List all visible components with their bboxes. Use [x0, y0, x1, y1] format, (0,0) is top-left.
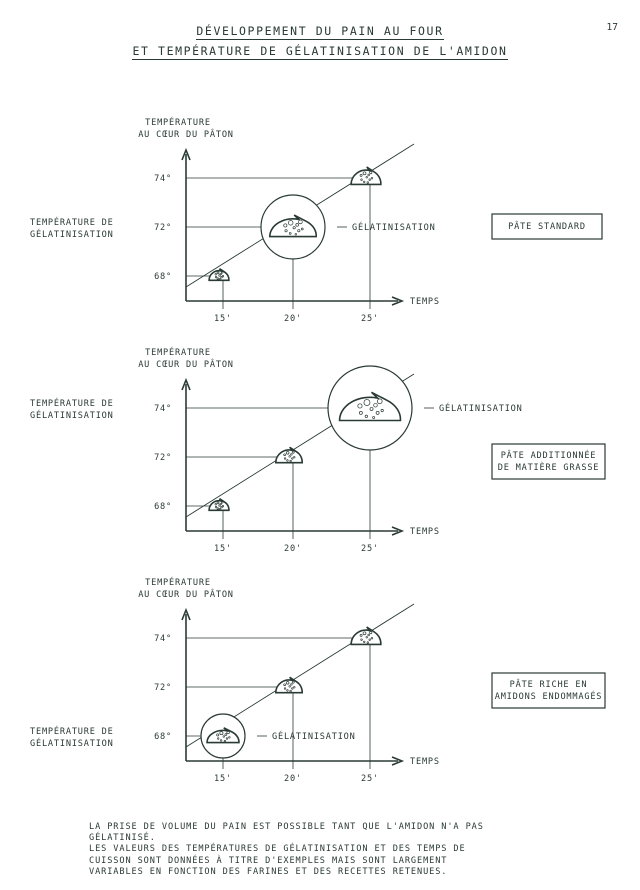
y-tick-label: 72° — [154, 453, 172, 463]
y-axis-label: TEMPÉRATURE — [145, 118, 211, 128]
y-axis-label: AU CŒUR DU PÂTON — [138, 130, 234, 140]
footer-line: GÉLATINISÉ. — [89, 833, 156, 844]
air-bubble — [363, 172, 366, 175]
air-bubble — [301, 228, 303, 230]
air-bubble — [217, 278, 219, 280]
air-bubble — [292, 681, 294, 683]
dough-type-label: PÂTE RICHE EN — [509, 680, 588, 690]
y-tick-label: 68° — [154, 732, 172, 742]
air-bubble — [292, 458, 294, 460]
air-bubble — [223, 736, 225, 738]
air-bubble — [293, 686, 295, 688]
air-bubble — [220, 732, 223, 735]
footer-line: VARIABLES EN FONCTION DES FARINES ET DES RECETTES RETENUES. — [89, 866, 448, 877]
air-bubble — [217, 502, 219, 504]
x-tick-label: 15' — [214, 774, 232, 784]
air-bubble — [222, 275, 224, 277]
air-bubble — [221, 502, 223, 504]
air-bubble — [288, 220, 293, 225]
dough-type-box — [492, 673, 605, 708]
air-bubble — [292, 688, 294, 690]
air-bubble — [219, 278, 221, 280]
dough-type-box — [492, 444, 605, 479]
air-bubble — [217, 734, 219, 736]
air-bubble — [370, 631, 372, 633]
dough-type-label: DE MATIÈRE GRASSE — [497, 463, 600, 473]
air-bubble — [287, 690, 289, 692]
bread-loaf — [276, 677, 302, 692]
x-tick-label: 15' — [214, 314, 232, 324]
air-bubble — [215, 276, 217, 278]
air-bubble — [290, 690, 292, 692]
air-bubble — [292, 451, 294, 453]
air-bubble — [377, 399, 382, 404]
diagram-fat-enriched-dough — [0, 340, 640, 570]
air-bubble — [366, 636, 368, 638]
air-bubble — [358, 404, 362, 408]
air-bubble — [225, 734, 227, 736]
air-bubble — [289, 686, 291, 688]
air-bubble — [220, 273, 222, 275]
air-bubble — [289, 232, 291, 234]
gelatinisation-temperature-label: GÉLATINISATION — [30, 230, 114, 240]
air-bubble — [226, 738, 228, 740]
air-bubble — [366, 176, 368, 178]
air-bubble — [299, 220, 303, 224]
x-tick-label: 25' — [361, 314, 379, 324]
air-bubble — [291, 454, 293, 456]
x-axis-label: TEMPS — [410, 527, 440, 537]
air-bubble — [363, 181, 365, 183]
air-bubble — [286, 681, 289, 684]
footer-line: LES VALEURS DES TEMPÉRATURES DE GÉLATINISATION ET DES TEMPS DE — [89, 844, 466, 855]
air-bubble — [287, 460, 289, 462]
air-bubble — [369, 639, 371, 641]
x-tick-label: 20' — [284, 774, 302, 784]
air-bubble — [364, 399, 370, 405]
bread-loaf-icon — [351, 167, 381, 184]
x-tick-label: 20' — [284, 544, 302, 554]
air-bubble — [360, 634, 362, 636]
air-bubble — [367, 182, 369, 184]
x-tick-label: 15' — [214, 544, 232, 554]
air-bubble — [284, 454, 286, 456]
footer-note — [89, 822, 559, 878]
bread-loaf — [351, 167, 381, 184]
y-tick-label: 74° — [154, 404, 172, 414]
x-tick-label: 25' — [361, 544, 379, 554]
air-bubble — [368, 634, 370, 636]
diagram-standard-dough — [0, 110, 640, 340]
x-axis-label: TEMPS — [410, 297, 440, 307]
air-bubble — [219, 505, 221, 507]
x-axis-label: TEMPS — [410, 757, 440, 767]
air-bubble — [371, 637, 373, 639]
y-tick-label: 68° — [154, 272, 172, 282]
air-bubble — [220, 503, 222, 505]
air-bubble — [376, 411, 379, 414]
air-bubble — [217, 272, 219, 274]
air-bubble — [219, 508, 221, 510]
y-tick-label: 72° — [154, 223, 172, 233]
air-bubble — [371, 177, 373, 179]
air-bubble — [361, 179, 363, 181]
air-bubble — [284, 458, 286, 460]
air-bubble — [295, 233, 297, 235]
air-bubble — [293, 227, 295, 229]
y-tick-label: 72° — [154, 683, 172, 693]
air-bubble — [298, 230, 300, 232]
air-bubble — [291, 684, 293, 686]
gelatinisation-temperature-label: TEMPÉRATURE DE — [30, 727, 114, 737]
y-axis-label: AU CŒUR DU PÂTON — [138, 360, 234, 370]
air-bubble — [284, 684, 286, 686]
air-bubble — [221, 272, 223, 274]
air-bubble — [369, 179, 371, 181]
air-bubble — [289, 456, 291, 458]
gelatinisation-label: GÉLATINISATION — [352, 223, 436, 233]
air-bubble — [286, 451, 289, 454]
air-bubble — [361, 639, 363, 641]
air-bubble — [222, 505, 224, 507]
y-tick-label: 74° — [154, 174, 172, 184]
page-number: 17 — [606, 22, 618, 33]
air-bubble — [363, 641, 365, 643]
x-tick-label: 25' — [361, 774, 379, 784]
y-axis-label: TEMPÉRATURE — [145, 578, 211, 588]
air-bubble — [284, 688, 286, 690]
y-axis-label: TEMPÉRATURE — [145, 348, 211, 358]
air-bubble — [285, 230, 287, 232]
air-bubble — [374, 403, 378, 407]
air-bubble — [215, 273, 217, 275]
air-bubble — [381, 409, 383, 411]
gelatinisation-temperature-label: GÉLATINISATION — [30, 739, 114, 749]
x-tick-label: 20' — [284, 314, 302, 324]
air-bubble — [220, 740, 222, 742]
air-bubble — [290, 460, 292, 462]
gelatinisation-temperature-label: TEMPÉRATURE DE — [30, 399, 114, 409]
gelatinisation-label: GÉLATINISATION — [439, 404, 523, 414]
air-bubble — [365, 415, 367, 417]
air-bubble — [217, 508, 219, 510]
air-bubble — [367, 642, 369, 644]
air-bubble — [359, 411, 362, 414]
dough-type-label: PÂTE ADDITIONNÉE — [500, 451, 597, 461]
footer-line: CUISSON SONT DONNÉES À TITRE D'EXEMPLES MAIS SONT LARGEMENT — [89, 855, 448, 866]
bread-loaf-icon — [351, 627, 381, 644]
bread-loaf — [351, 627, 381, 644]
air-bubble — [368, 174, 370, 176]
air-bubble — [217, 738, 219, 740]
y-tick-label: 74° — [154, 634, 172, 644]
page-subtitle: ET TEMPÉRATURE DE GÉLATINISATION DE L'AMIDON — [132, 44, 508, 58]
air-bubble — [363, 632, 366, 635]
y-axis-label: AU CŒUR DU PÂTON — [138, 590, 234, 600]
air-bubble — [373, 416, 375, 418]
air-bubble — [219, 275, 221, 277]
gelatinisation-temperature-label: TEMPÉRATURE DE — [30, 218, 114, 228]
air-bubble — [370, 171, 372, 173]
air-bubble — [224, 740, 226, 742]
y-tick-label: 68° — [154, 502, 172, 512]
gelatinisation-label: GÉLATINISATION — [272, 732, 356, 742]
air-bubble — [215, 506, 217, 508]
air-bubble — [227, 731, 230, 734]
air-bubble — [370, 407, 373, 410]
page-title: DÉVELOPPEMENT DU PAIN AU FOUR — [196, 24, 444, 38]
air-bubble — [360, 174, 362, 176]
dough-type-label: PÂTE STANDARD — [508, 222, 586, 232]
air-bubble — [284, 224, 287, 227]
diagram-damaged-starch-dough — [0, 570, 640, 800]
bread-loaf-icon — [276, 447, 302, 462]
air-bubble — [215, 503, 217, 505]
footer-line: LA PRISE DE VOLUME DU PAIN EST POSSIBLE TANT QUE L'AMIDON N'A PAS — [89, 822, 484, 832]
bread-loaf — [276, 447, 302, 462]
dough-type-label: AMIDONS ENDOMMAGÉS — [494, 692, 603, 702]
air-bubble — [293, 456, 295, 458]
air-bubble — [229, 737, 231, 739]
air-bubble — [296, 224, 299, 227]
gelatinisation-temperature-label: GÉLATINISATION — [30, 411, 114, 421]
bread-loaf-icon — [276, 677, 302, 692]
